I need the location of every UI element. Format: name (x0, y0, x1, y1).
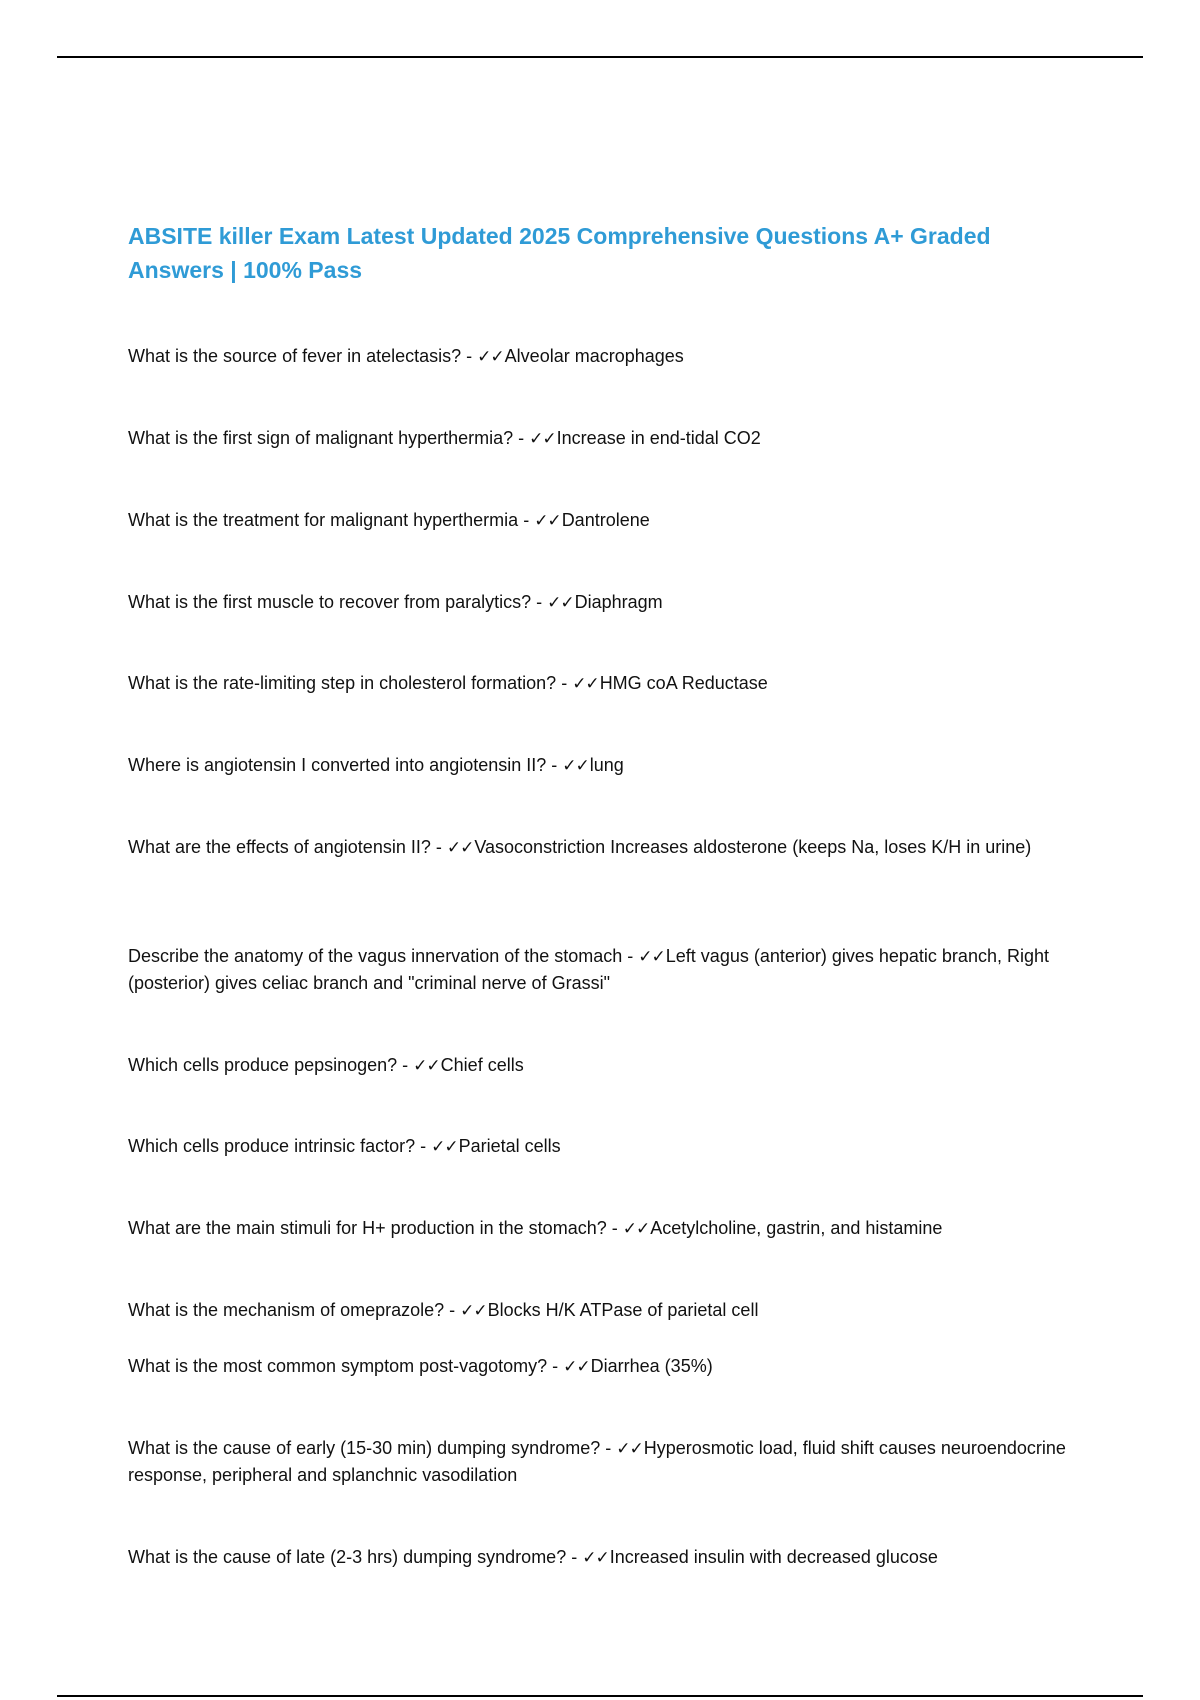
answer-text: HMG coA Reductase (599, 673, 768, 693)
double-check-icon: ✓✓ (563, 1357, 590, 1377)
bottom-divider (57, 1695, 1143, 1697)
question-text: What is the source of fever in atelectasis? (128, 346, 462, 366)
qa-item (128, 752, 1078, 779)
question-text: What is the treatment for malignant hyperthermia (128, 510, 519, 530)
answer-text: lung (589, 755, 624, 775)
double-check-icon: ✓✓ (638, 947, 665, 967)
double-check-icon: ✓✓ (616, 1439, 643, 1459)
qa-item (128, 1052, 1078, 1079)
question-text: What is the first muscle to recover from paralytics? (128, 592, 532, 612)
qa-separator: - (513, 428, 530, 448)
double-check-icon: ✓✓ (534, 511, 561, 531)
qa-separator: - (606, 1218, 623, 1238)
question-text: What is the cause of late (2-3 hrs) dumping syndrome? (128, 1547, 567, 1567)
question-text: What is the mechanism of omeprazole? (128, 1300, 445, 1320)
top-divider (57, 56, 1143, 58)
qa-separator: - (547, 1356, 564, 1376)
double-check-icon: ✓✓ (413, 1056, 440, 1076)
double-check-icon: ✓✓ (460, 1301, 487, 1321)
double-check-icon: ✓✓ (477, 347, 504, 367)
question-text: What are the main stimuli for H+ production in the stomach? (128, 1218, 607, 1238)
answer-text: Hyperosmotic load, fluid shift causes neuroendocrine response, peripheral and splanchnic vasodilation (128, 1438, 1066, 1485)
qa-separator: - (518, 510, 535, 530)
answer-text: Alveolar macrophages (504, 346, 684, 366)
answer-text: Diaphragm (574, 592, 663, 612)
qa-item (128, 1544, 1078, 1571)
question-text: What are the effects of angiotensin II? (128, 837, 431, 857)
answer-text: Left vagus (anterior) gives hepatic branch, Right (posterior) gives celiac branch and "criminal nerve of Grassi" (128, 946, 1049, 993)
qa-item (128, 670, 1078, 697)
document-title: ABSITE killer Exam Latest Updated 2025 Comprehensive Questions A+ Graded Answers | 100% Pass (128, 223, 991, 283)
qa-separator: - (556, 673, 573, 693)
qa-item (128, 425, 1078, 452)
qa-separator: - (546, 755, 563, 775)
double-check-icon: ✓✓ (572, 674, 599, 694)
qa-separator: - (531, 592, 548, 612)
question-text: Describe the anatomy of the vagus innervation of the stomach (128, 946, 623, 966)
qa-item (128, 1435, 1078, 1488)
question-text: What is the first sign of malignant hyperthermia? (128, 428, 514, 448)
double-check-icon: ✓✓ (622, 1219, 650, 1239)
answer-text: Vasoconstriction Increases aldosterone (keeps Na, loses K/H in urine) (474, 837, 1032, 857)
qa-item (128, 1133, 1078, 1160)
qa-item (128, 1215, 1078, 1242)
qa-separator: - (461, 346, 478, 366)
qa-separator: - (600, 1438, 617, 1458)
qa-separator: - (415, 1136, 432, 1156)
question-text: What is the rate-limiting step in cholesterol formation? (128, 673, 557, 693)
double-check-icon: ✓✓ (446, 838, 474, 858)
double-check-icon: ✓✓ (547, 593, 574, 613)
qa-item (128, 343, 1078, 370)
answer-text: Increase in end-tidal CO2 (556, 428, 761, 448)
qa-separator: - (444, 1300, 461, 1320)
question-text: Which cells produce pepsinogen? (128, 1055, 398, 1075)
question-text: Where is angiotensin I converted into angiotensin II? (128, 755, 547, 775)
answer-text: Chief cells (440, 1055, 524, 1075)
qa-item (128, 943, 1078, 996)
qa-separator: - (430, 837, 447, 857)
qa-separator: - (566, 1547, 583, 1567)
qa-separator: - (397, 1055, 414, 1075)
qa-item (128, 834, 1078, 861)
double-check-icon: ✓✓ (431, 1137, 458, 1157)
answer-text: Blocks H/K ATPase of parietal cell (487, 1300, 759, 1320)
qa-item (128, 507, 1078, 534)
question-text: Which cells produce intrinsic factor? (128, 1136, 416, 1156)
double-check-icon: ✓✓ (529, 429, 556, 449)
double-check-icon: ✓✓ (582, 1548, 609, 1568)
question-text: What is the cause of early (15-30 min) dumping syndrome? (128, 1438, 601, 1458)
answer-text: Acetylcholine, gastrin, and histamine (650, 1218, 943, 1238)
qa-item (128, 1353, 1078, 1380)
double-check-icon: ✓✓ (562, 756, 589, 776)
answer-text: Diarrhea (35%) (590, 1356, 713, 1376)
answer-text: Parietal cells (458, 1136, 561, 1156)
qa-item (128, 1297, 1078, 1324)
answer-text: Dantrolene (561, 510, 650, 530)
qa-item (128, 589, 1078, 616)
qa-separator: - (622, 946, 639, 966)
answer-text: Increased insulin with decreased glucose (609, 1547, 938, 1567)
question-text: What is the most common symptom post-vagotomy? (128, 1356, 548, 1376)
